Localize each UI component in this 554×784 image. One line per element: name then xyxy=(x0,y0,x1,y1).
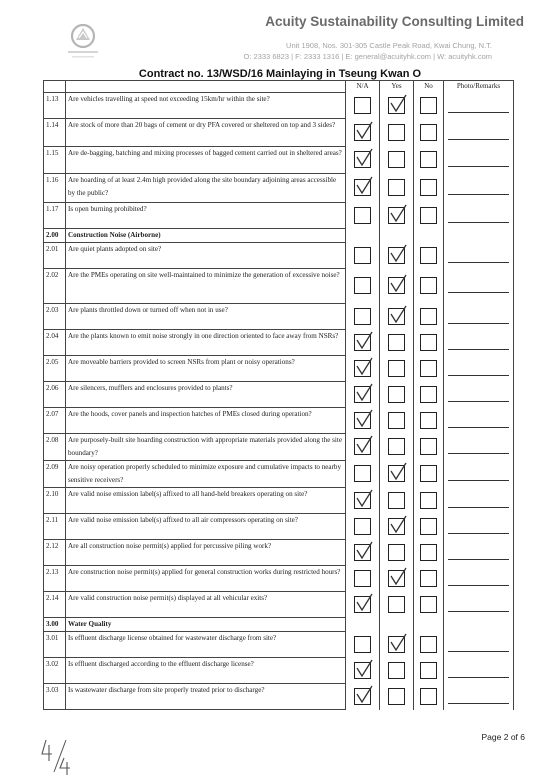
checkbox-na[interactable] xyxy=(354,596,371,613)
checkbox-yes[interactable] xyxy=(388,596,405,613)
checkbox-na[interactable] xyxy=(354,97,371,114)
remarks-cell[interactable] xyxy=(444,461,514,488)
cell-no xyxy=(414,592,444,618)
cell-yes xyxy=(380,461,414,488)
remarks-line xyxy=(448,611,509,612)
remarks-line xyxy=(448,559,509,560)
remarks-cell[interactable] xyxy=(444,382,514,408)
header-num-cell xyxy=(44,81,66,93)
checklist-row xyxy=(44,382,514,408)
item-number: 1.14 xyxy=(44,119,66,147)
checklist-row xyxy=(44,540,514,566)
remarks-cell[interactable] xyxy=(444,147,514,174)
question-text: Are vehicles travelling at speed not exceeding 15km/hr within the site? xyxy=(66,93,346,119)
handwritten-page-mark xyxy=(40,734,80,776)
checkbox-na[interactable] xyxy=(354,412,371,429)
checkmark-icon xyxy=(355,383,375,403)
checkmark-icon xyxy=(355,489,375,509)
cell-yes xyxy=(380,147,414,174)
question-text: Are quiet plants adopted on site? xyxy=(66,243,346,269)
remarks-cell[interactable] xyxy=(444,488,514,514)
checkbox-yes[interactable] xyxy=(388,492,405,509)
checkbox-na[interactable] xyxy=(354,492,371,509)
cell-na xyxy=(346,330,380,356)
cell-na xyxy=(346,658,380,684)
item-number: 3.01 xyxy=(44,632,66,658)
cell-no xyxy=(414,632,444,658)
checkbox-na[interactable] xyxy=(354,544,371,561)
remarks-line xyxy=(448,349,509,350)
cell-yes xyxy=(380,618,414,632)
question-text: Is effluent discharged according to the effluent discharge license? xyxy=(66,658,346,684)
checklist-row xyxy=(44,408,514,434)
checkbox-yes[interactable] xyxy=(388,688,405,705)
cell-no xyxy=(414,330,444,356)
cell-no xyxy=(414,304,444,330)
checkmark-icon xyxy=(355,659,375,679)
remarks-cell[interactable] xyxy=(444,658,514,684)
checkbox-na[interactable] xyxy=(354,518,371,535)
question-text: Is wastewater discharge from site properly treated prior to discharge? xyxy=(66,684,346,710)
checkbox-na[interactable] xyxy=(354,179,371,196)
cell-no xyxy=(414,540,444,566)
question-text: Are hoarding of at least 2.4m high provided along the site boundary adjoining areas accessible by the public? xyxy=(66,174,346,203)
remarks-cell[interactable] xyxy=(444,592,514,618)
checkbox-yes[interactable] xyxy=(388,207,405,224)
cell-na xyxy=(346,229,380,243)
cell-no xyxy=(414,382,444,408)
checkbox-yes[interactable] xyxy=(388,636,405,653)
cell-no xyxy=(414,658,444,684)
checkbox-no[interactable] xyxy=(420,97,437,114)
question-text: Are the plants known to emit noise strongly in one direction oriented to face away from NSRs? xyxy=(66,330,346,356)
remarks-line xyxy=(448,427,509,428)
question-text: Are the PMEs operating on site well-maintained to minimize the generation of excessive noise? xyxy=(66,269,346,304)
checkbox-yes[interactable] xyxy=(388,438,405,455)
checkbox-no[interactable] xyxy=(420,465,437,482)
checkmark-icon xyxy=(389,244,409,264)
checkmark-icon xyxy=(389,567,409,587)
checkmark-icon xyxy=(355,435,375,455)
checkbox-no[interactable] xyxy=(420,207,437,224)
cell-na xyxy=(346,592,380,618)
cell-no xyxy=(414,203,444,229)
checklist-row xyxy=(44,330,514,356)
cell-yes xyxy=(380,488,414,514)
header-question-cell xyxy=(66,81,346,93)
cell-yes xyxy=(380,540,414,566)
checkbox-yes[interactable] xyxy=(388,97,405,114)
cell-no xyxy=(414,174,444,203)
col-header-yes: Yes xyxy=(380,81,414,93)
checkbox-yes[interactable] xyxy=(388,179,405,196)
cell-no xyxy=(414,461,444,488)
checkbox-yes[interactable] xyxy=(388,386,405,403)
checkbox-no[interactable] xyxy=(420,518,437,535)
remarks-cell[interactable] xyxy=(444,540,514,566)
checkmark-icon xyxy=(355,331,375,351)
cell-yes xyxy=(380,304,414,330)
remarks-cell[interactable] xyxy=(444,119,514,147)
checklist-row xyxy=(44,203,514,229)
question-text: Are construction noise permit(s) applied for general construction works during restricted hours? xyxy=(66,566,346,592)
checkbox-no[interactable] xyxy=(420,386,437,403)
checkbox-no[interactable] xyxy=(420,688,437,705)
remarks-line xyxy=(448,453,509,454)
checkbox-yes[interactable] xyxy=(388,662,405,679)
remarks-cell[interactable] xyxy=(444,243,514,269)
checkbox-na[interactable] xyxy=(354,662,371,679)
item-number: 2.03 xyxy=(44,304,66,330)
remarks-line xyxy=(448,139,509,140)
cell-na xyxy=(346,566,380,592)
remarks-line xyxy=(448,112,509,113)
col-header-remarks: Photo/Remarks xyxy=(444,81,514,93)
cell-na xyxy=(346,93,380,119)
checkbox-yes[interactable] xyxy=(388,308,405,325)
checkbox-no[interactable] xyxy=(420,596,437,613)
cell-no xyxy=(414,356,444,382)
cell-yes xyxy=(380,330,414,356)
cell-na xyxy=(346,514,380,540)
checkmark-icon xyxy=(389,274,409,294)
checklist-row xyxy=(44,658,514,684)
checklist-body xyxy=(44,93,514,710)
checklist-row xyxy=(44,119,514,147)
checkmark-icon xyxy=(389,94,409,114)
checkbox-no[interactable] xyxy=(420,636,437,653)
cell-no xyxy=(414,243,444,269)
checkbox-no[interactable] xyxy=(420,179,437,196)
cell-no xyxy=(414,434,444,461)
cell-no xyxy=(414,488,444,514)
cell-na xyxy=(346,174,380,203)
col-header-na: N/A xyxy=(346,81,380,93)
item-number: 1.15 xyxy=(44,147,66,174)
remarks-line xyxy=(448,323,509,324)
checkbox-na[interactable] xyxy=(354,570,371,587)
checklist-row xyxy=(44,461,514,488)
cell-yes xyxy=(380,229,414,243)
checkbox-no[interactable] xyxy=(420,360,437,377)
remarks-cell[interactable] xyxy=(444,330,514,356)
remarks-line xyxy=(448,222,509,223)
cell-no xyxy=(414,119,444,147)
checkbox-no[interactable] xyxy=(420,277,437,294)
checkbox-yes[interactable] xyxy=(388,544,405,561)
checkbox-na[interactable] xyxy=(354,688,371,705)
question-text: Are moveable barriers provided to screen NSRs from plant or noisy operations? xyxy=(66,356,346,382)
checkbox-na[interactable] xyxy=(354,151,371,168)
cell-na xyxy=(346,684,380,710)
cell-yes xyxy=(380,382,414,408)
checkbox-no[interactable] xyxy=(420,334,437,351)
cell-yes xyxy=(380,658,414,684)
cell-yes xyxy=(380,119,414,147)
company-name: Acuity Sustainability Consulting Limited xyxy=(265,14,524,29)
checkbox-no[interactable] xyxy=(420,412,437,429)
checklist-row xyxy=(44,147,514,174)
remarks-line xyxy=(448,651,509,652)
item-number: 2.10 xyxy=(44,488,66,514)
checkmark-icon xyxy=(355,685,375,705)
cell-no xyxy=(414,408,444,434)
remarks-cell xyxy=(444,618,514,632)
cell-yes xyxy=(380,174,414,203)
checkbox-yes[interactable] xyxy=(388,277,405,294)
item-number: 2.11 xyxy=(44,514,66,540)
remarks-cell[interactable] xyxy=(444,304,514,330)
section-title: Construction Noise (Airborne) xyxy=(66,229,346,243)
cell-no xyxy=(414,147,444,174)
section-row xyxy=(44,229,514,243)
cell-yes xyxy=(380,243,414,269)
remarks-cell[interactable] xyxy=(444,203,514,229)
remarks-cell[interactable] xyxy=(444,566,514,592)
cell-na xyxy=(346,382,380,408)
cell-na xyxy=(346,618,380,632)
remarks-cell[interactable] xyxy=(444,408,514,434)
checklist-row xyxy=(44,488,514,514)
question-text: Are valid construction noise permit(s) displayed at all vehicular exits? xyxy=(66,592,346,618)
cell-no xyxy=(414,514,444,540)
cell-yes xyxy=(380,684,414,710)
cell-no xyxy=(414,229,444,243)
question-text: Is open burning prohibited? xyxy=(66,203,346,229)
cell-na xyxy=(346,408,380,434)
checkbox-yes[interactable] xyxy=(388,412,405,429)
cell-na xyxy=(346,540,380,566)
remarks-cell[interactable] xyxy=(444,514,514,540)
remarks-line xyxy=(448,375,509,376)
remarks-cell[interactable] xyxy=(444,434,514,461)
cell-na xyxy=(346,147,380,174)
checklist-row xyxy=(44,434,514,461)
checkmark-icon xyxy=(355,541,375,561)
cell-yes xyxy=(380,632,414,658)
checklist-row xyxy=(44,174,514,203)
item-number: 3.03 xyxy=(44,684,66,710)
item-number: 2.13 xyxy=(44,566,66,592)
checkbox-yes[interactable] xyxy=(388,518,405,535)
cell-no xyxy=(414,269,444,304)
question-text: Are plants throttled down or turned off when not in use? xyxy=(66,304,346,330)
checklist-row xyxy=(44,304,514,330)
item-number: 2.04 xyxy=(44,330,66,356)
checkbox-yes[interactable] xyxy=(388,247,405,264)
checkmark-icon xyxy=(355,121,375,141)
item-number: 2.08 xyxy=(44,434,66,461)
checkmark-icon xyxy=(355,409,375,429)
checkbox-yes[interactable] xyxy=(388,570,405,587)
checkmark-icon xyxy=(355,176,375,196)
remarks-cell[interactable] xyxy=(444,269,514,304)
contract-title: Contract no. 13/WSD/16 Mainlaying in Tseung Kwan O xyxy=(138,68,422,80)
cell-na xyxy=(346,488,380,514)
checkbox-na[interactable] xyxy=(354,308,371,325)
cell-yes xyxy=(380,434,414,461)
checkbox-na[interactable] xyxy=(354,636,371,653)
checklist-row xyxy=(44,684,514,710)
checkbox-na[interactable] xyxy=(354,360,371,377)
remarks-line xyxy=(448,677,509,678)
checklist-row xyxy=(44,632,514,658)
checklist-table xyxy=(43,80,514,710)
remarks-line xyxy=(448,480,509,481)
cell-na xyxy=(346,304,380,330)
checkmark-icon xyxy=(355,148,375,168)
checkmark-icon xyxy=(389,633,409,653)
remarks-line xyxy=(448,194,509,195)
cell-na xyxy=(346,269,380,304)
question-text: Are purposely-built site hoarding construction with appropriate materials provided along the site boundary? xyxy=(66,434,346,461)
cell-no xyxy=(414,618,444,632)
cell-yes xyxy=(380,514,414,540)
checkbox-no[interactable] xyxy=(420,544,437,561)
item-number: 2.07 xyxy=(44,408,66,434)
checkmark-icon xyxy=(355,593,375,613)
checklist-row xyxy=(44,243,514,269)
question-text: Are all construction noise permit(s) applied for percussive piling work? xyxy=(66,540,346,566)
cell-yes xyxy=(380,203,414,229)
col-header-no: No xyxy=(414,81,444,93)
question-text: Are the hoods, cover panels and inspection hatches of PMEs closed during operation? xyxy=(66,408,346,434)
cell-yes xyxy=(380,408,414,434)
checkbox-na[interactable] xyxy=(354,124,371,141)
question-text: Are valid noise emission label(s) affixed to all hand-held breakers operating on site? xyxy=(66,488,346,514)
item-number: 3.00 xyxy=(44,618,66,632)
section-title: Water Quality xyxy=(66,618,346,632)
contact-line: O: 2333 6823 | F: 2333 1316 | E: general@acuityhk.com | W: acuityhk.com xyxy=(243,52,492,61)
remarks-cell[interactable] xyxy=(444,632,514,658)
remarks-line xyxy=(448,262,509,263)
cell-yes xyxy=(380,592,414,618)
checkmark-icon xyxy=(389,515,409,535)
checklist-row xyxy=(44,592,514,618)
question-text: Are valid noise emission label(s) affixed to all air compressors operating on site? xyxy=(66,514,346,540)
item-number: 2.12 xyxy=(44,540,66,566)
checklist-row xyxy=(44,356,514,382)
checkmark-icon xyxy=(389,462,409,482)
checkbox-no[interactable] xyxy=(420,438,437,455)
item-number: 1.13 xyxy=(44,93,66,119)
table-header xyxy=(44,81,514,93)
remarks-line xyxy=(448,703,509,704)
item-number: 2.00 xyxy=(44,229,66,243)
item-number: 2.05 xyxy=(44,356,66,382)
cell-no xyxy=(414,566,444,592)
checklist-row xyxy=(44,566,514,592)
item-number: 1.16 xyxy=(44,174,66,203)
checklist-row xyxy=(44,269,514,304)
question-text: Is effluent discharge license obtained for wastewater discharge from site? xyxy=(66,632,346,658)
remarks-cell[interactable] xyxy=(444,93,514,119)
checklist-row xyxy=(44,93,514,119)
checkbox-no[interactable] xyxy=(420,492,437,509)
section-row xyxy=(44,618,514,632)
remarks-line xyxy=(448,533,509,534)
cell-na xyxy=(346,434,380,461)
cell-na xyxy=(346,203,380,229)
checkbox-na[interactable] xyxy=(354,247,371,264)
remarks-cell[interactable] xyxy=(444,356,514,382)
item-number: 1.17 xyxy=(44,203,66,229)
cell-na xyxy=(346,461,380,488)
checkbox-na[interactable] xyxy=(354,207,371,224)
item-number: 3.02 xyxy=(44,658,66,684)
cell-na xyxy=(346,632,380,658)
checkmark-icon xyxy=(389,204,409,224)
checkbox-yes[interactable] xyxy=(388,151,405,168)
question-text: Are de-bagging, batching and mixing processes of bagged cement carried out in sheltered areas? xyxy=(66,147,346,174)
checkbox-na[interactable] xyxy=(354,334,371,351)
checkbox-no[interactable] xyxy=(420,570,437,587)
checkbox-yes[interactable] xyxy=(388,124,405,141)
checklist-row xyxy=(44,514,514,540)
remarks-line xyxy=(448,585,509,586)
item-number: 2.06 xyxy=(44,382,66,408)
question-text: Are noisy operation properly scheduled to minimize exposure and cumulative impacts to nearby sensitive receivers? xyxy=(66,461,346,488)
company-logo xyxy=(58,18,108,64)
cell-no xyxy=(414,684,444,710)
cell-na xyxy=(346,119,380,147)
cell-na xyxy=(346,243,380,269)
cell-yes xyxy=(380,566,414,592)
cell-yes xyxy=(380,356,414,382)
checkbox-no[interactable] xyxy=(420,662,437,679)
remarks-line xyxy=(448,401,509,402)
remarks-cell xyxy=(444,229,514,243)
item-number: 2.09 xyxy=(44,461,66,488)
checkmark-icon xyxy=(355,357,375,377)
checkbox-no[interactable] xyxy=(420,247,437,264)
question-text: Are stock of more than 20 bags of cement or dry PFA covered or sheltered on top and 3 sides? xyxy=(66,119,346,147)
checkbox-no[interactable] xyxy=(420,151,437,168)
page-number: Page 2 of 6 xyxy=(481,732,525,742)
cell-no xyxy=(414,93,444,119)
company-address xyxy=(192,40,492,62)
cell-na xyxy=(346,356,380,382)
remarks-line xyxy=(448,292,509,293)
checkmark-icon xyxy=(389,305,409,325)
checkbox-yes[interactable] xyxy=(388,334,405,351)
address-line: Unit 1908, Nos. 301-305 Castle Peak Road, Kwai Chung, N.T. xyxy=(286,41,492,50)
item-number: 2.02 xyxy=(44,269,66,304)
checkbox-na[interactable] xyxy=(354,465,371,482)
checkbox-no[interactable] xyxy=(420,124,437,141)
checkbox-yes[interactable] xyxy=(388,360,405,377)
remarks-cell[interactable] xyxy=(444,684,514,710)
remarks-line xyxy=(448,166,509,167)
remarks-cell[interactable] xyxy=(444,174,514,203)
remarks-line xyxy=(448,507,509,508)
checkbox-yes[interactable] xyxy=(388,465,405,482)
item-number: 2.01 xyxy=(44,243,66,269)
item-number: 2.14 xyxy=(44,592,66,618)
checkbox-na[interactable] xyxy=(354,277,371,294)
cell-yes xyxy=(380,93,414,119)
checkbox-na[interactable] xyxy=(354,438,371,455)
checkbox-na[interactable] xyxy=(354,386,371,403)
question-text: Are silencers, mufflers and enclosures provided to plants? xyxy=(66,382,346,408)
cell-yes xyxy=(380,269,414,304)
checkbox-no[interactable] xyxy=(420,308,437,325)
